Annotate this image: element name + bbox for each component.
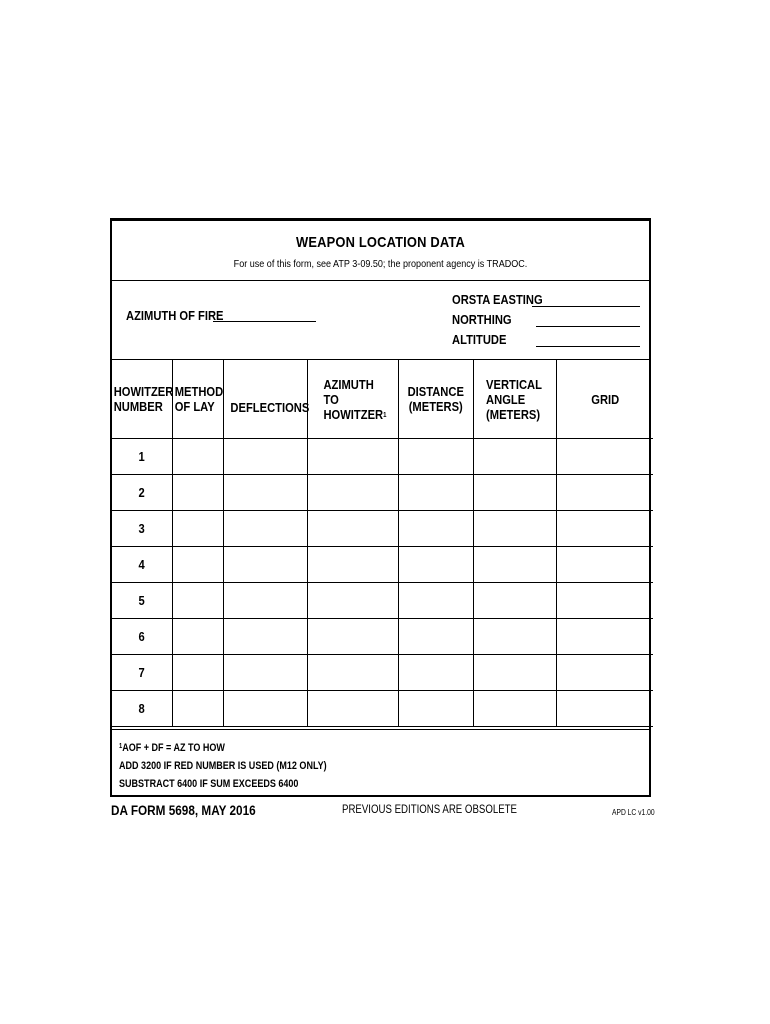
col-header-azimuth-to-howitzer: AZIMUTH TO HOWITZER$^1$: [307, 360, 398, 439]
vertical-angle-cell[interactable]: [473, 691, 556, 727]
orsta-easting-label: ORSTA EASTING: [452, 292, 543, 307]
deflections-cell[interactable]: [223, 547, 307, 583]
grid-cell[interactable]: [556, 619, 653, 655]
howitzer-number-cell: 1: [112, 439, 172, 475]
northing-label: NORTHING: [452, 312, 512, 327]
vertical-angle-cell[interactable]: [473, 655, 556, 691]
table-row: [112, 475, 653, 511]
method-of-lay-cell[interactable]: [172, 583, 223, 619]
howitzer-number-cell: 2: [112, 475, 172, 511]
table-row: [112, 655, 653, 691]
grid-cell[interactable]: [556, 439, 653, 475]
deflections-cell[interactable]: [223, 583, 307, 619]
method-of-lay-cell[interactable]: [172, 655, 223, 691]
col-header-method-of-lay: METHOD OF LAY: [172, 360, 223, 439]
vertical-angle-cell[interactable]: [473, 583, 556, 619]
altitude-label: ALTITUDE: [452, 332, 507, 347]
distance-cell[interactable]: [398, 583, 473, 619]
howitzer-number-cell: 6: [112, 619, 172, 655]
deflections-cell[interactable]: [223, 655, 307, 691]
vertical-angle-cell[interactable]: [473, 475, 556, 511]
distance-cell[interactable]: [398, 691, 473, 727]
deflections-cell[interactable]: [223, 619, 307, 655]
footnote-line-2: ADD 3200 IF RED NUMBER IS USED (M12 ONLY): [119, 760, 327, 772]
deflections-cell[interactable]: [223, 439, 307, 475]
col-header-howitzer-number: HOWITZER NUMBER: [112, 360, 172, 439]
grid-cell[interactable]: [556, 475, 653, 511]
distance-cell[interactable]: [398, 547, 473, 583]
distance-cell[interactable]: [398, 475, 473, 511]
azimuth-cell[interactable]: [307, 511, 398, 547]
deflections-cell[interactable]: [223, 475, 307, 511]
vertical-angle-cell[interactable]: [473, 547, 556, 583]
azimuth-of-fire-label: AZIMUTH OF FIRE: [126, 308, 224, 323]
table-row: [112, 439, 653, 475]
obsolete-notice: PREVIOUS EDITIONS ARE OBSOLETE: [342, 804, 518, 816]
howitzer-number-cell: 8: [112, 691, 172, 727]
method-of-lay-cell[interactable]: [172, 439, 223, 475]
deflections-cell[interactable]: [223, 691, 307, 727]
howitzer-number-cell: 3: [112, 511, 172, 547]
vertical-angle-cell[interactable]: [473, 619, 556, 655]
azimuth-cell[interactable]: [307, 655, 398, 691]
weapon-data-table: [112, 360, 653, 727]
table-header-row: [112, 360, 653, 439]
table-row: [112, 583, 653, 619]
col-header-deflections: DEFLECTIONS: [223, 360, 307, 439]
azimuth-cell[interactable]: [307, 439, 398, 475]
azimuth-cell[interactable]: [307, 475, 398, 511]
howitzer-number-cell: 5: [112, 583, 172, 619]
weapon-location-data-form: [110, 218, 651, 797]
version-label: APD LC v1.00: [612, 808, 655, 817]
azimuth-cell[interactable]: [307, 619, 398, 655]
deflections-cell[interactable]: [223, 511, 307, 547]
distance-cell[interactable]: [398, 511, 473, 547]
method-of-lay-cell[interactable]: [172, 691, 223, 727]
header-fields: [112, 281, 649, 360]
grid-cell[interactable]: [556, 583, 653, 619]
orsta-easting-field[interactable]: [532, 306, 640, 307]
footnote-line-1: $^1$AOF + DF = AZ TO HOW: [119, 742, 225, 754]
grid-cell[interactable]: [556, 547, 653, 583]
grid-cell[interactable]: [556, 655, 653, 691]
vertical-angle-cell[interactable]: [473, 439, 556, 475]
form-title: WEAPON LOCATION DATA: [296, 234, 465, 251]
azimuth-cell[interactable]: [307, 583, 398, 619]
method-of-lay-cell[interactable]: [172, 511, 223, 547]
col-header-vertical-angle: VERTICAL ANGLE (METERS): [473, 360, 556, 439]
form-subtitle: For use of this form, see ATP 3-09.50; the proponent agency is TRADOC.: [233, 258, 528, 270]
distance-cell[interactable]: [398, 655, 473, 691]
grid-cell[interactable]: [556, 511, 653, 547]
table-row: [112, 691, 653, 727]
footnotes-block: [112, 729, 649, 797]
howitzer-number-cell: 4: [112, 547, 172, 583]
distance-cell[interactable]: [398, 439, 473, 475]
col-header-distance-meters: DISTANCE (METERS): [398, 360, 473, 439]
table-row: [112, 547, 653, 583]
footnote-line-3: SUBSTRACT 6400 IF SUM EXCEEDS 6400: [119, 778, 299, 790]
title-block: [112, 221, 649, 281]
method-of-lay-cell[interactable]: [172, 547, 223, 583]
northing-field[interactable]: [536, 326, 640, 327]
method-of-lay-cell[interactable]: [172, 475, 223, 511]
method-of-lay-cell[interactable]: [172, 619, 223, 655]
col-header-grid: GRID: [556, 360, 653, 439]
vertical-angle-cell[interactable]: [473, 511, 556, 547]
table-row: [112, 511, 653, 547]
distance-cell[interactable]: [398, 619, 473, 655]
azimuth-cell[interactable]: [307, 547, 398, 583]
altitude-field[interactable]: [536, 346, 640, 347]
form-identifier: DA FORM 5698, MAY 2016: [111, 802, 256, 818]
table-row: [112, 619, 653, 655]
howitzer-number-cell: 7: [112, 655, 172, 691]
azimuth-of-fire-field[interactable]: [213, 321, 316, 322]
azimuth-cell[interactable]: [307, 691, 398, 727]
grid-cell[interactable]: [556, 691, 653, 727]
